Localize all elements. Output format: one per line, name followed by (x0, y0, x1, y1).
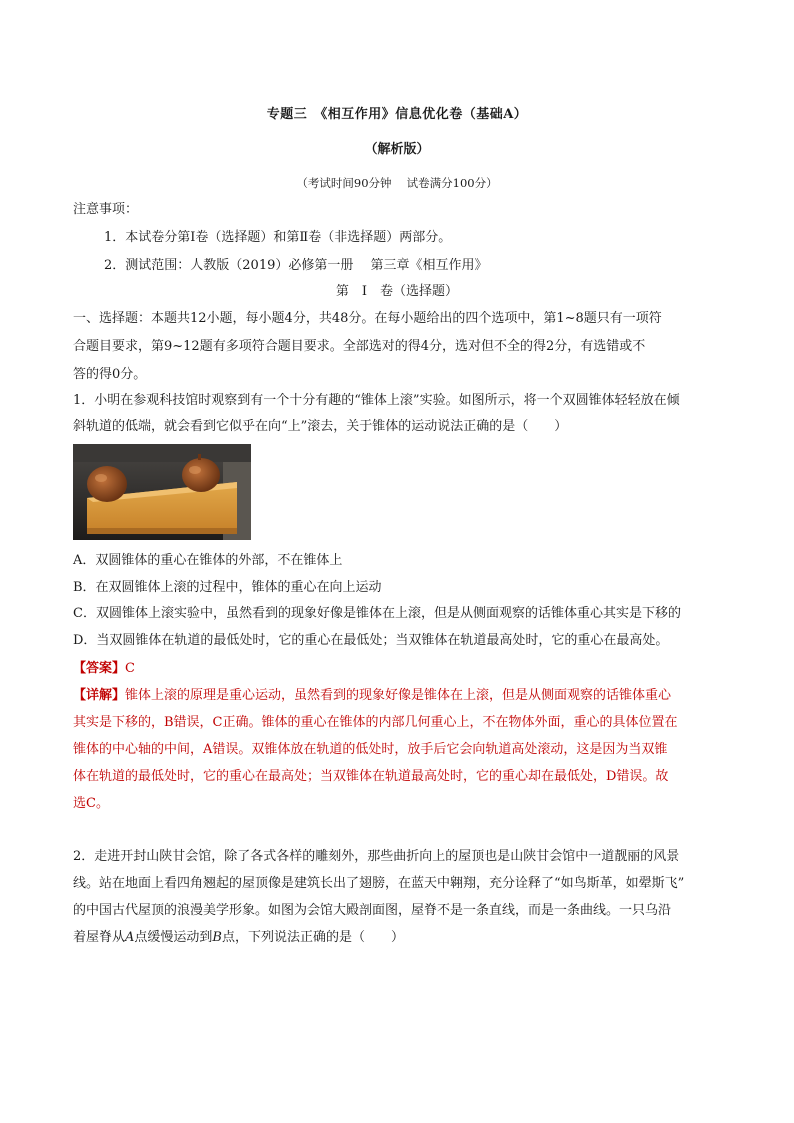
answer-value: C (125, 661, 135, 676)
answer-label: 【答案】 (73, 661, 126, 676)
q2-stem-line-2: 线。站在地面上看四角翘起的屋顶像是建筑长出了翅膀，在蓝天中翱翔，充分诠释了“如鸟斯革，如翚斯飞” (73, 876, 685, 891)
q1-detail-line-5: 选C。 (73, 796, 109, 811)
q2-stem-line-3: 的中国古代屋顶的浪漫美学形象。如图为会馆大殿剖面图，屋脊不是一条直线，而是一条曲线。一只乌沿 (73, 903, 672, 918)
section-intro-line-1: 一、选择题：本题共12小题，每小题4分，共48分。在每小题给出的四个选项中，第1~8题只有一项符 (73, 311, 662, 326)
section-intro-line-2: 合题目要求，第9~12题有多项符合题目要求。全部选对的得4分，选对但不全的得2分，有选错或不 (73, 339, 646, 354)
point-a-label: A (125, 930, 135, 945)
notes-heading: 注意事项： (73, 202, 139, 217)
q2-stem-4-pre: 着屋脊从 (73, 930, 126, 945)
q1-detail-line-3: 锥体的中心轴的中间，A错误。双锥体放在轨道的低处时，放手后它会向轨道高处滚动，这是因为当双锥 (73, 742, 668, 757)
q2-stem-4-post: 点，下列说法正确的是（ ） (221, 930, 404, 945)
detail-label: 【详解】 (73, 688, 126, 703)
q1-detail-line-4: 体在轨道的最低处时，它的重心在最高处；当双锥体在轨道最高处时，它的重心却在最低处，D错误。故 (73, 769, 669, 784)
point-b-label: B (212, 930, 222, 945)
q2-stem-line-4 (73, 929, 404, 947)
q1-answer (73, 660, 135, 678)
exam-info: （考试时间90分钟 试卷满分100分） (296, 176, 498, 190)
cone-rolling-photo (73, 444, 251, 540)
q2-stem-line-1: 2．走进开封山陕甘会馆，除了各式各样的雕刻外，那些曲折向上的屋顶也是山陕甘会馆中一道靓丽的风景 (73, 849, 680, 864)
q1-option-a: A．双圆锥体的重心在锥体的外部，不在锥体上 (73, 553, 343, 568)
q2-stem-4-mid: 点缓慢运动到 (134, 930, 213, 945)
q1-detail-line-1 (73, 687, 671, 705)
q1-option-d: D．当双圆锥体在轨道的最低处时，它的重心在最低处；当双锥体在轨道最高处时，它的重心在最高处。 (73, 633, 669, 648)
detail-text-1: 锥体上滚的原理是重心运动，虽然看到的现象好像是锥体在上滚，但是从侧面观察的话锥体重心 (125, 688, 672, 703)
paper-subtitle: （解析版） (364, 142, 430, 157)
section-title: 第 Ⅰ 卷（选择题） (335, 284, 459, 299)
q1-stem-line-2: 斜轨道的低端，就会看到它似乎在向“上”滚去，关于锥体的运动说法正确的是（ ） (73, 419, 568, 434)
paper-title: 专题三 《相互作用》信息优化卷（基础A） (266, 107, 528, 122)
cone-experiment-illustration (73, 444, 251, 540)
q1-option-b: B．在双圆锥体上滚的过程中，锥体的重心在向上运动 (73, 580, 382, 595)
notes-item-2: 2．测试范围：人教版（2019）必修第一册 第三章《相互作用》 (104, 258, 488, 273)
notes-item-1: 1．本试卷分第Ⅰ卷（选择题）和第Ⅱ卷（非选择题）两部分。 (104, 230, 452, 245)
q1-detail-line-2: 其实是下移的，B错误，C正确。锥体的重心在锥体的内部几何重心上，不在物体外面，重心的具体位置在 (73, 715, 678, 730)
section-intro-line-3: 答的得0分。 (73, 367, 147, 382)
q1-stem-line-1: 1．小明在参观科技馆时观察到有一个十分有趣的“锥体上滚”实验。如图所示，将一个双圆锥体轻轻放在倾 (73, 393, 680, 408)
q1-option-c: C．双圆锥体上滚实验中，虽然看到的现象好像是锥体在上滚，但是从侧面观察的话锥体重心其实是下移的 (73, 606, 681, 621)
